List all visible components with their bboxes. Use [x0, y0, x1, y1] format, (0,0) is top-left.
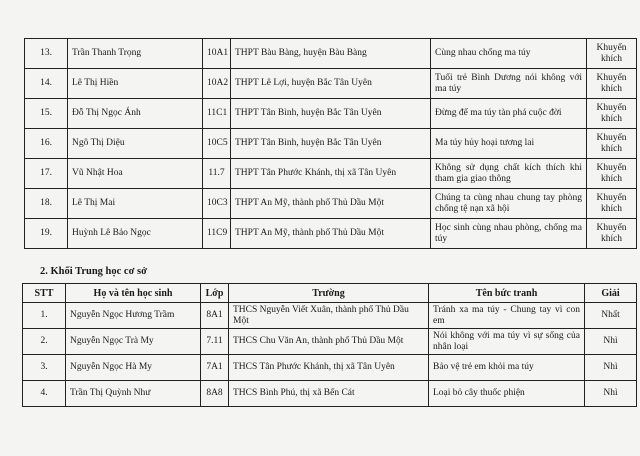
class-cell: 8A8 — [201, 381, 229, 407]
class-cell: 8A1 — [201, 303, 229, 329]
school-cell: THPT Tân Phước Khánh, thị xã Tân Uyên — [231, 159, 431, 189]
header-award: Giải — [585, 284, 637, 303]
school-cell: THPT Lê Lợi, huyện Bắc Tân Uyên — [231, 69, 431, 99]
student-name: Ngô Thị Diệu — [68, 129, 203, 159]
header-name: Họ và tên học sinh — [66, 284, 201, 303]
class-cell: 7A1 — [201, 355, 229, 381]
school-cell: THPT Bàu Bàng, huyện Bàu Bàng — [231, 39, 431, 69]
student-name: Trần Thị Quỳnh Như — [66, 381, 201, 407]
header-class: Lớp — [201, 284, 229, 303]
class-cell: 10A1 — [203, 39, 231, 69]
school-cell: THCS Bình Phú, thị xã Bến Cát — [229, 381, 429, 407]
painting-title: Tránh xa ma túy - Chung tay vì con em — [429, 303, 585, 329]
award-cell: Nhì — [585, 329, 637, 355]
painting-title: Chúng ta cùng nhau chung tay phòng chống tệ nạn xã hội — [431, 189, 587, 219]
class-cell: 11.7 — [203, 159, 231, 189]
student-name: Lê Thị Hiền — [68, 69, 203, 99]
student-name: Trần Thanh Trọng — [68, 39, 203, 69]
header-school: Trường — [229, 284, 429, 303]
table-row — [23, 329, 637, 355]
table-row — [25, 99, 637, 129]
award-table-middle-school — [22, 283, 637, 407]
row-stt: 3. — [23, 355, 66, 381]
table-row — [25, 219, 637, 249]
student-name: Huỳnh Lê Bảo Ngọc — [68, 219, 203, 249]
row-stt: 1. — [23, 303, 66, 329]
header-stt: STT — [23, 284, 66, 303]
award-cell: Khuyến khích — [587, 189, 637, 219]
table-row — [23, 381, 637, 407]
row-stt: 19. — [25, 219, 68, 249]
row-stt: 18. — [25, 189, 68, 219]
class-cell: 11C1 — [203, 99, 231, 129]
student-name: Vũ Nhật Hoa — [68, 159, 203, 189]
student-name: Nguyễn Ngọc Hương Trầm — [66, 303, 201, 329]
painting-title: Bảo vệ trẻ em khỏi ma túy — [429, 355, 585, 381]
student-name: Nguyễn Ngọc Hà My — [66, 355, 201, 381]
class-cell: 10C5 — [203, 129, 231, 159]
class-cell: 7.11 — [201, 329, 229, 355]
painting-title: Học sinh cùng nhau phòng, chống ma túy — [431, 219, 587, 249]
student-name: Nguyễn Ngọc Trà My — [66, 329, 201, 355]
table-row — [23, 355, 637, 381]
award-cell: Khuyến khích — [587, 99, 637, 129]
school-cell: THCS Nguyễn Viết Xuân, thành phố Thủ Dầu Một — [229, 303, 429, 329]
table-row — [23, 303, 637, 329]
table-row — [25, 39, 637, 69]
class-cell: 11C9 — [203, 219, 231, 249]
painting-title: Nói không với ma túy vì sự sống của nhân loại — [429, 329, 585, 355]
row-stt: 15. — [25, 99, 68, 129]
award-cell: Nhì — [585, 381, 637, 407]
table-row — [25, 189, 637, 219]
school-cell: THPT An Mỹ, thành phố Thủ Dầu Một — [231, 189, 431, 219]
school-cell: THPT An Mỹ, thành phố Thủ Dầu Một — [231, 219, 431, 249]
painting-title: Không sử dụng chất kích thích khi tham gia giao thông — [431, 159, 587, 189]
class-cell: 10C3 — [203, 189, 231, 219]
table-header-row — [23, 284, 637, 303]
painting-title: Ma túy hủy hoại tương lai — [431, 129, 587, 159]
table-row — [25, 129, 637, 159]
class-cell: 10A2 — [203, 69, 231, 99]
school-cell: THCS Chu Văn An, thành phố Thủ Dầu Một — [229, 329, 429, 355]
award-cell: Khuyến khích — [587, 39, 637, 69]
school-cell: THPT Tân Bình, huyện Bắc Tân Uyên — [231, 129, 431, 159]
row-stt: 17. — [25, 159, 68, 189]
student-name: Lê Thị Mai — [68, 189, 203, 219]
student-name: Đỗ Thị Ngọc Ánh — [68, 99, 203, 129]
section-heading: 2. Khối Trung học cơ sở — [40, 266, 147, 277]
award-cell: Nhì — [585, 355, 637, 381]
header-painting: Tên bức tranh — [429, 284, 585, 303]
painting-title: Cùng nhau chống ma túy — [431, 39, 587, 69]
award-cell: Khuyến khích — [587, 219, 637, 249]
table-row — [25, 159, 637, 189]
row-stt: 2. — [23, 329, 66, 355]
table-row — [25, 69, 637, 99]
award-cell: Nhất — [585, 303, 637, 329]
award-cell: Khuyến khích — [587, 69, 637, 99]
painting-title: Đừng để ma túy tàn phá cuộc đời — [431, 99, 587, 129]
school-cell: THCS Tân Phước Khánh, thị xã Tân Uyên — [229, 355, 429, 381]
row-stt: 4. — [23, 381, 66, 407]
row-stt: 14. — [25, 69, 68, 99]
painting-title: Loại bỏ cây thuốc phiện — [429, 381, 585, 407]
school-cell: THPT Tân Bình, huyện Bắc Tân Uyên — [231, 99, 431, 129]
award-cell: Khuyến khích — [587, 129, 637, 159]
painting-title: Tuổi trẻ Bình Dương nói không với ma túy — [431, 69, 587, 99]
row-stt: 16. — [25, 129, 68, 159]
award-cell: Khuyến khích — [587, 159, 637, 189]
award-table-high-school — [24, 38, 637, 249]
row-stt: 13. — [25, 39, 68, 69]
